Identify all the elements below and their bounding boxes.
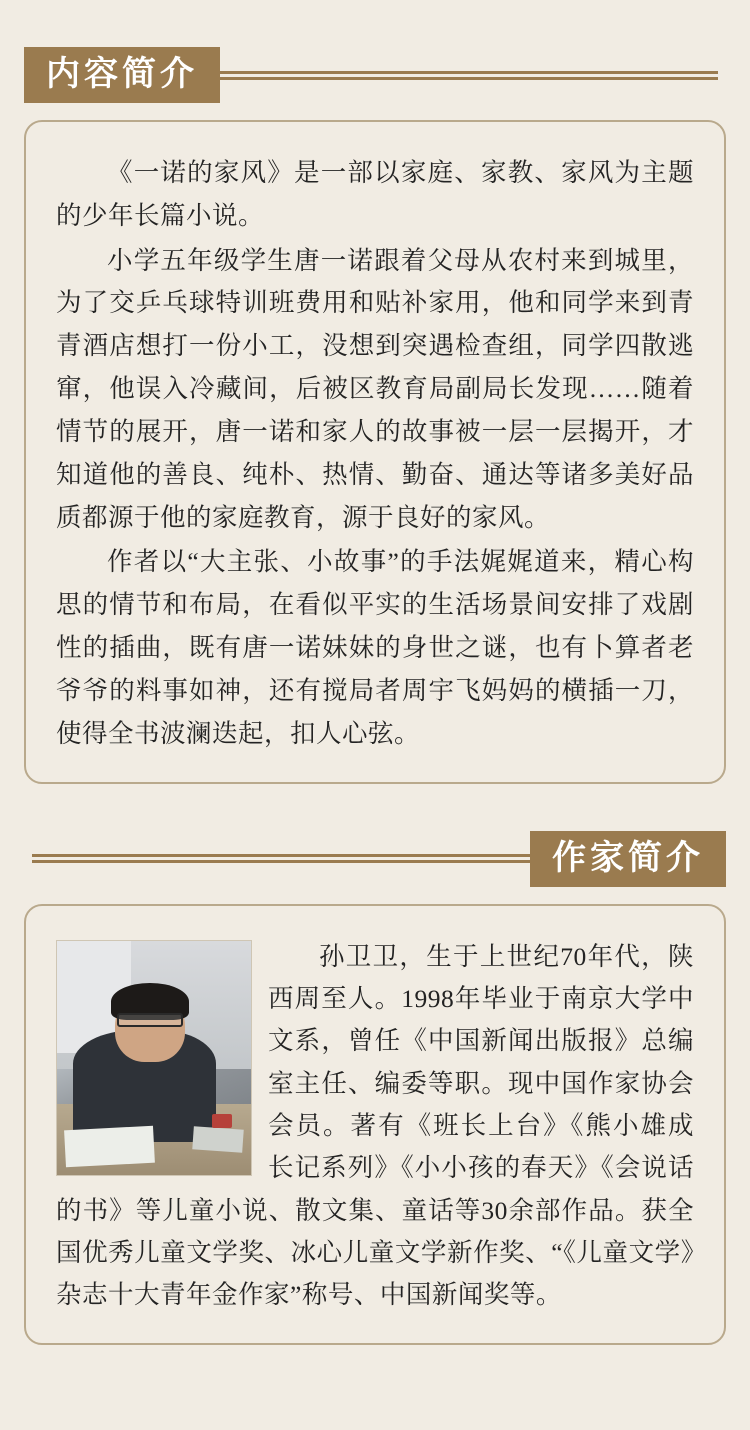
intro-paragraph-1: 《一诺的家风》是一部以家庭、家教、家风为主题的少年长篇小说。: [56, 158, 694, 230]
section-tag-intro: 内容简介: [24, 47, 220, 103]
section-header-author: [24, 828, 726, 890]
section-rule-intro: [214, 71, 718, 80]
section-tag-author: 作家简介: [530, 831, 726, 887]
photo-person-glasses: [117, 1013, 183, 1027]
section-header-intro: [24, 44, 726, 106]
photo-desk-papers: [64, 1125, 155, 1167]
photo-desk-papers-secondary: [192, 1126, 244, 1153]
product-description-page: [0, 44, 750, 1430]
author-photo: [56, 940, 252, 1176]
author-bio-paragraph: 孙卫卫，生于上世纪70年代，陕西周至人。1998年毕业于南京大学中文系，曾任《中国新闻出版报》总编室主任、编委等职。现中国作家协会会员。著有《班长上台》《熊小雄成长记系列》《小小孩的春天》《会说话的书》等儿童小说、散文集、童话等30余部作品。获全国优秀儿童文学奖、冰心儿童文学新作奖、“《儿童文学》杂志十大青年金作家”称号、中国新闻奖等。: [56, 941, 694, 1310]
section-rule-author: [32, 854, 536, 863]
author-card: [24, 904, 726, 1345]
photo-desk-red-object: [212, 1114, 231, 1128]
intro-paragraph-2: 小学五年级学生唐一诺跟着父母从农村来到城里，为了交乒乓球特训班费用和贴补家用，他和同学来到青青酒店想打一份小工，没想到突遇检查组，同学四散逃窜，他误入冷藏间，后被区教育局副局长发现……随着情节的展开，唐一诺和家人的故事被一层一层揭开，才知道他的善良、纯朴、热情、勤奋、通达等诸多美好品质都源于他的家庭教育，源于良好的家风。: [56, 245, 694, 532]
intro-paragraph-3: 作者以“大主张、小故事”的手法娓娓道来，精心构思的情节和布局，在看似平实的生活场景间安排了戏剧性的插曲，既有唐一诺妹妹的身世之谜，也有卜算者老爷爷的料事如神，还有搅局者周宇飞妈妈的横插一刀，使得全书波澜迭起，扣人心弦。: [56, 547, 694, 748]
intro-card: [24, 120, 726, 784]
